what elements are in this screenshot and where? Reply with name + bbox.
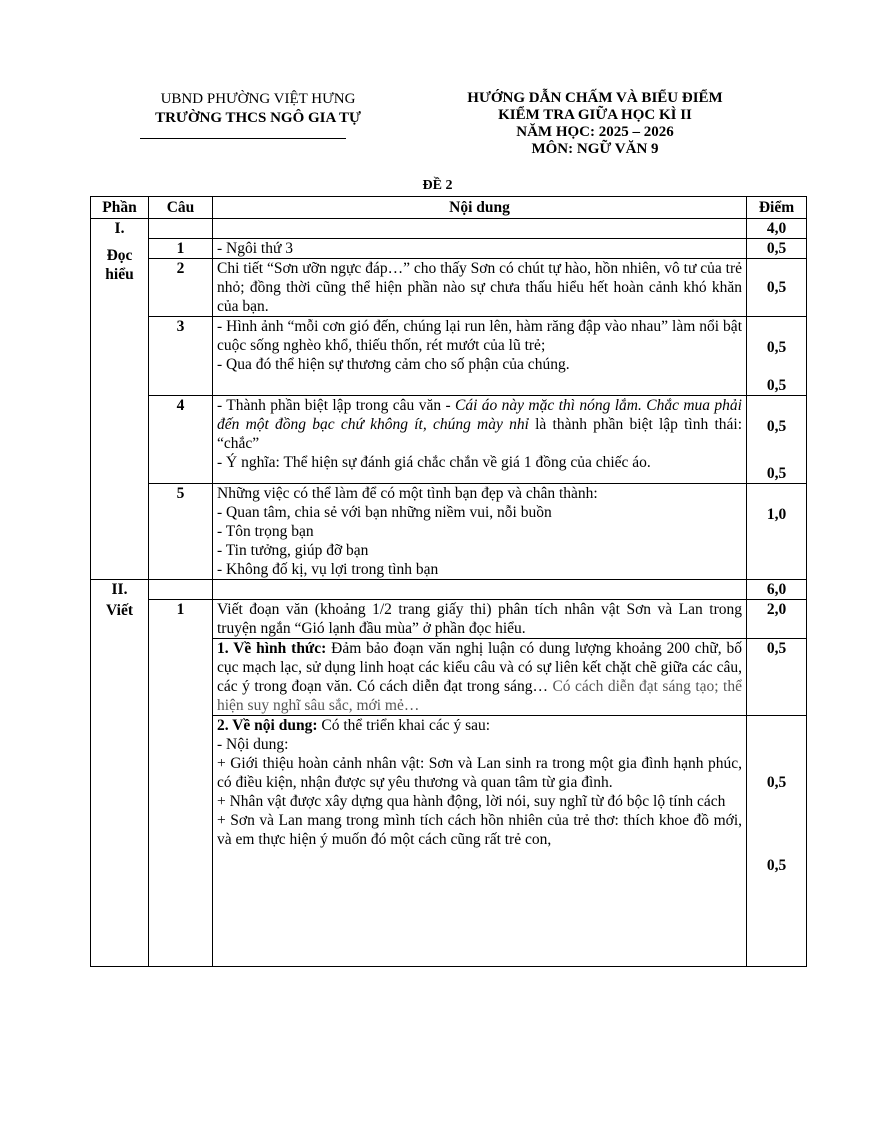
q2-number: 2 [149,259,213,317]
list-item: + Nhân vật được xây dựng qua hành động, lời nói, suy nghĩ từ đó bộc lộ tính cách [217,793,726,810]
exam-name: KIỂM TRA GIỮA HỌC KÌ II [498,107,692,123]
q4-number: 4 [149,396,213,484]
w1-number: 1 [149,600,213,967]
q3-score-1: 0,5 [766,339,787,356]
table-row [91,239,807,259]
part-1-cell [91,219,149,580]
w-form-content: 1. Về hình thức: Đảm bảo đoạn văn nghị luận có dung lượng khoảng 200 chữ, bố cục mạch lạc, sử dụng linh hoạt các kiểu câu và có sự liên kết chặt chẽ giữa các câu, các ý trong đoạn văn. Có cách diễn đạt trong sáng… Có cách diễn đạt sáng tạo; thể hiện suy nghĩ sâu sắc, mới mẻ… [213,639,747,716]
table-row [91,580,807,600]
q4-score-2: 0,5 [766,465,787,482]
col-header-part: Phần [91,197,149,219]
exam-code: ĐỀ 2 [422,178,453,193]
q2-content: Chi tiết “Sơn ưỡn ngực đáp…” cho thấy Sơn có chút tự hào, hồn nhiên, vô tư của trẻ nhỏ; đồng thời cũng thể hiện phần nào sự chưa thấu hiểu hết hoàn cảnh khó khăn của bạn. [213,259,747,317]
w-content-score-1: 0,5 [766,774,787,791]
col-header-content: Nội dung [213,197,747,219]
document-header [0,90,875,190]
exam-info [430,90,760,158]
q3-point-1: - Hình ảnh “mỗi cơn gió đến, chúng lại run lên, hàm răng đập vào nhau” làm nổi bật cuộc sống nghèo khổ, thiếu thốn, rét mướt của lũ trẻ; [217,318,742,354]
w-content-content: 2. Về nội dung: Có thể triển khai các ý sau: - Nội dung: + Giới thiệu hoàn cảnh nhân vật: Sơn và Lan sinh ra trong một gia đình hạnh phúc, có điều kiện, nhận được sự yêu thương và quan tâm từ gia đình. + Nhân vật được xây dựng qua hành động, lời nói, suy nghĩ từ đó bộc lộ tính cách + Sơn và Lan mang trong mình tích cách hồn nhiên của trẻ thơ: thích khoe đồ mới, và em thực hiện ý muốn đó một cách cũng rất trẻ con, [213,716,747,967]
table-header-row [91,197,807,219]
table-row [91,484,807,580]
list-item: + Sơn và Lan mang trong mình tích cách hồn nhiên của trẻ thơ: thích khoe đồ mới, và em thực hiện ý muốn đó một cách cũng rất trẻ con, [217,812,742,848]
q1-content: - Ngôi thứ 3 [213,239,747,259]
list-item: - Tin tưởng, giúp đỡ bạn [217,542,369,559]
table-row [91,259,807,317]
w1-score: 2,0 [747,600,807,639]
q4-point-1: - Thành phần biệt lập trong câu văn - Cái áo này mặc thì nóng lắm. Chắc mua phải đến một đồng bạc chứ không ít, chúng mày nhỉ là thành phần biệt lập tình thái: “chắc” [217,397,742,452]
q4-score-1: 0,5 [766,418,787,435]
w-form-label: 1. Về hình thức: [217,640,327,657]
w-content-label: 2. Về nội dung: [217,717,318,734]
part-2-roman: II. [111,581,128,598]
q3-content [213,317,747,396]
q2-score: 0,5 [747,259,807,317]
doc-title: HƯỚNG DẪN CHẤM VÀ BIỂU ĐIỂM [467,90,723,106]
q1-score: 0,5 [747,239,807,259]
part-1-total: 4,0 [747,219,807,239]
table-row [91,396,807,484]
q4-content [213,396,747,484]
q3-score-2: 0,5 [766,377,787,394]
q3-number: 3 [149,317,213,396]
list-item: - Nội dung: [217,736,289,753]
q5-score-cell [747,484,807,580]
q5-number: 5 [149,484,213,580]
part-2-total: 6,0 [747,580,807,600]
w-form-score: 0,5 [747,639,807,716]
school-info [118,90,398,128]
table-row [91,600,807,639]
school-year: NĂM HỌC: 2025 – 2026 [516,124,674,140]
q3-point-2: - Qua đó thể hiện sự thương cảm cho số phận của chúng. [217,356,570,373]
q4-scores [747,396,807,484]
table-row [91,219,807,239]
subject: MÔN: NGỮ VĂN 9 [531,141,659,157]
q4-quote: Cái áo này mặc thì nóng lắm. Chắc mua phải đến một đồng bạc chứ không ít, chúng mày nhỉ [217,397,742,433]
part-1-roman: I. [114,220,125,237]
col-header-question: Câu [149,197,213,219]
grading-table [90,196,807,967]
w-content-scores [747,716,807,967]
q1-number: 1 [149,239,213,259]
w-form-note: Có cách diễn đạt sáng tạo; thể hiện suy nghĩ sâu sắc, mới mẻ… [217,678,742,714]
q5-score: 1,0 [766,506,787,523]
list-item: - Tôn trọng bạn [217,523,314,540]
school-name: TRƯỜNG THCS NGÔ GIA TỰ [155,110,361,126]
part-2-name: Viết [106,602,133,619]
w-content-score-2: 0,5 [766,857,787,874]
q5-content [213,484,747,580]
part-1-name: Đọc hiểu [105,247,134,283]
table-row [91,317,807,396]
list-item: + Giới thiệu hoàn cảnh nhân vật: Sơn và Lan sinh ra trong một gia đình hạnh phúc, có điều kiện, nhận được sự yêu thương và quan tâm từ gia đình. [217,755,742,791]
list-item: Những việc có thể làm để có một tình bạn đẹp và chân thành: [217,485,598,502]
col-header-score: Điểm [747,197,807,219]
part-2-cell [91,580,149,967]
list-item: - Không đố kị, vụ lợi trong tình bạn [217,561,439,578]
w1-content: Viết đoạn văn (khoảng 1/2 trang giấy thi) phân tích nhân vật Sơn và Lan trong truyện ngắn “Gió lạnh đầu mùa” ở phần đọc hiểu. [213,600,747,639]
header-underline [140,138,346,139]
list-item: - Quan tâm, chia sẻ với bạn những niềm vui, nỗi buồn [217,504,552,521]
q3-scores [747,317,807,396]
ward-name: UBND PHƯỜNG VIỆT HƯNG [160,91,356,107]
q4-point-2: - Ý nghĩa: Thể hiện sự đánh giá chắc chắn về giá 1 đồng của chiếc áo. [217,454,651,471]
